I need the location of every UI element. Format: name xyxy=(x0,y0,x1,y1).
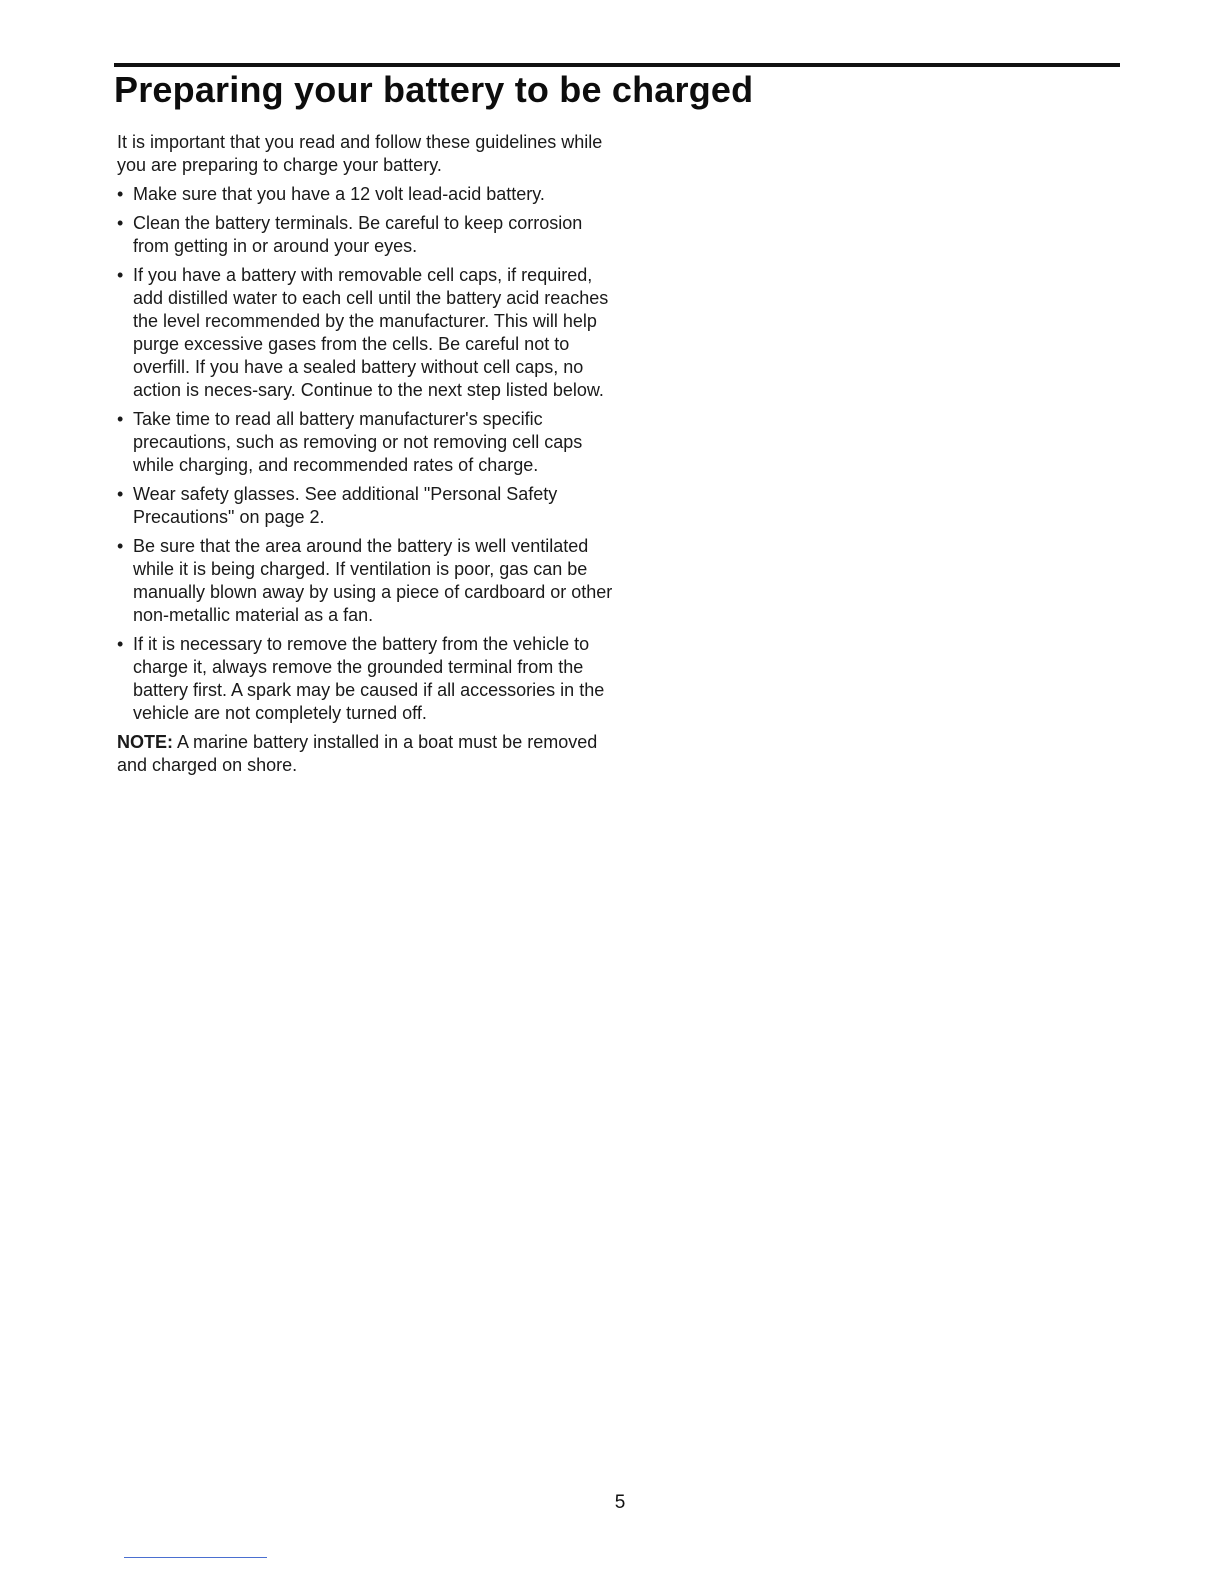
list-item xyxy=(117,264,617,402)
note-label: NOTE: xyxy=(117,732,173,752)
bullet-icon: • xyxy=(117,536,124,556)
main-content xyxy=(117,131,617,777)
list-item xyxy=(117,633,617,725)
bullet-icon: • xyxy=(117,184,124,204)
list-item xyxy=(117,183,617,206)
title-rule xyxy=(114,63,1120,67)
bullet-icon: • xyxy=(117,213,124,233)
list-item-text: If it is necessary to remove the battery from the vehicle to charge it, always remove the grounded terminal from the battery first. A spark may be caused if all accessories in the vehicle are not completely turned off. xyxy=(133,634,605,723)
list-item-text: Make sure that you have a 12 volt lead-acid battery. xyxy=(133,184,545,204)
bullet-icon: • xyxy=(117,634,124,654)
list-item xyxy=(117,483,617,529)
page-title: Preparing your battery to be charged xyxy=(114,69,754,110)
list-item-text: Take time to read all battery manufacturer's specific precautions, such as removing or not removing cell caps while charging, and recommended rates of charge. xyxy=(133,409,583,475)
list-item-text: If you have a battery with removable cell caps, if required, add distilled water to each cell until the battery acid reaches the level recommended by the manufacturer. This will help purge excessive gases from the cells. Be careful not to overfill. If you have a sealed battery without cell caps, no action is neces-sary. Continue to the next step listed below. xyxy=(133,265,609,400)
guideline-list xyxy=(117,183,617,725)
bullet-icon: • xyxy=(117,484,124,504)
list-item-text: Clean the battery terminals. Be careful to keep corrosion from getting in or around your eyes. xyxy=(133,213,583,256)
bullet-icon: • xyxy=(117,265,124,285)
page-number: 5 xyxy=(614,1492,626,1513)
bullet-icon: • xyxy=(117,409,124,429)
intro-paragraph: It is important that you read and follow these guidelines while you are preparing to charge your battery. xyxy=(117,132,603,175)
note-text: A marine battery installed in a boat must be removed and charged on shore. xyxy=(117,732,598,775)
footer-rule xyxy=(124,1557,267,1558)
list-item xyxy=(117,535,617,627)
note-paragraph xyxy=(117,731,617,777)
list-item xyxy=(117,408,617,477)
list-item-text: Wear safety glasses. See additional "Personal Safety Precautions" on page 2. xyxy=(133,484,558,527)
list-item-text: Be sure that the area around the battery is well ventilated while it is being charged. If ventilation is poor, gas can be manually blown away by using a piece of cardboard or other non-metallic material as a fan. xyxy=(133,536,613,625)
list-item xyxy=(117,212,617,258)
